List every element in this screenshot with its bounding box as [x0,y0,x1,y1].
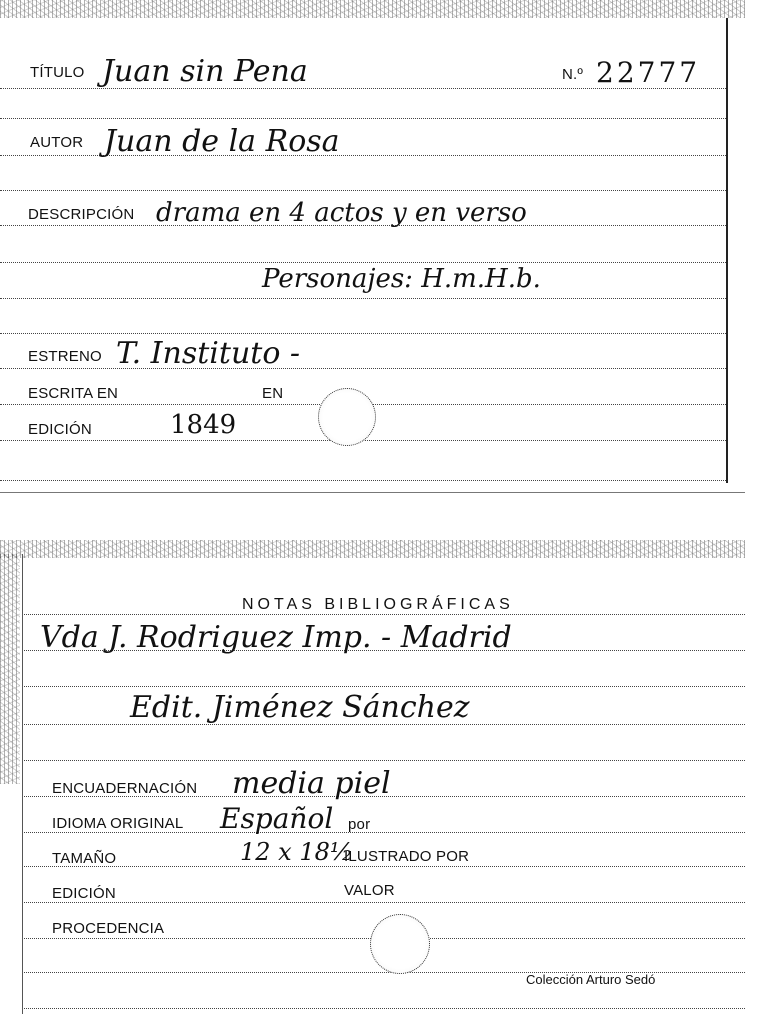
notas-title: NOTAS BIBLIOGRÁFICAS [242,596,514,613]
valor-label: VALOR [344,882,395,899]
card-left-edge-noise [0,554,20,784]
numero-label: N.º [562,66,584,83]
titulo-value: Juan sin Pena [102,54,308,89]
en-label: EN [262,385,284,402]
catalog-card-front [0,0,745,492]
idioma-value: Español [220,802,334,835]
estreno-label: ESTRENO [28,348,102,365]
rule [24,832,745,833]
rule [24,686,745,687]
rule [0,298,726,299]
library-stamp [318,388,376,446]
card-left-border [22,554,23,1014]
titulo-label: TÍTULO [30,64,85,81]
autor-label: AUTOR [30,134,84,151]
idioma-label: IDIOMA ORIGINAL [52,815,184,832]
rule [24,760,745,761]
rule [0,262,726,263]
rule [0,190,726,191]
edicion-value: 1849 [170,410,237,440]
card-bottom-border [0,492,745,493]
ilustrado-label: ILUSTRADO POR [344,848,470,865]
escrita-en-label: ESCRITA EN [28,385,119,402]
rule [24,1008,745,1009]
rule [0,368,726,369]
rule [24,866,745,867]
por-label: por [348,816,371,833]
numero-value: 22777 [596,56,701,89]
nota-line-2: Edit. Jiménez Sánchez [130,690,470,725]
card-top-edge-noise [0,540,745,558]
rule [0,333,726,334]
library-stamp [370,914,430,974]
rule [24,614,745,615]
edicion-label: EDICIÓN [52,885,116,902]
collection-credit: Colección Arturo Sedó [526,972,656,987]
card-right-border [726,18,728,483]
tamano-label: TAMAÑO [52,850,117,867]
rule [24,902,745,903]
tamano-value: 12 x 18½ [240,838,354,866]
autor-value: Juan de la Rosa [104,124,340,159]
procedencia-label: PROCEDENCIA [52,920,165,937]
descripcion-label: DESCRIPCIÓN [28,206,135,223]
card-top-edge-noise [0,0,745,18]
encuadernacion-value: media piel [232,766,391,801]
edicion-label: EDICIÓN [28,421,92,438]
estreno-value: T. Instituto - [116,336,301,371]
personajes-value: Personajes: H.m.H.b. [262,264,541,294]
catalog-card-back [0,540,745,1020]
encuadernacion-label: ENCUADERNACIÓN [52,780,198,797]
rule [0,480,726,481]
descripcion-value: drama en 4 actos y en verso [156,198,527,228]
rule [0,118,726,119]
nota-line-1: Vda J. Rodriguez Imp. - Madrid [40,620,512,655]
